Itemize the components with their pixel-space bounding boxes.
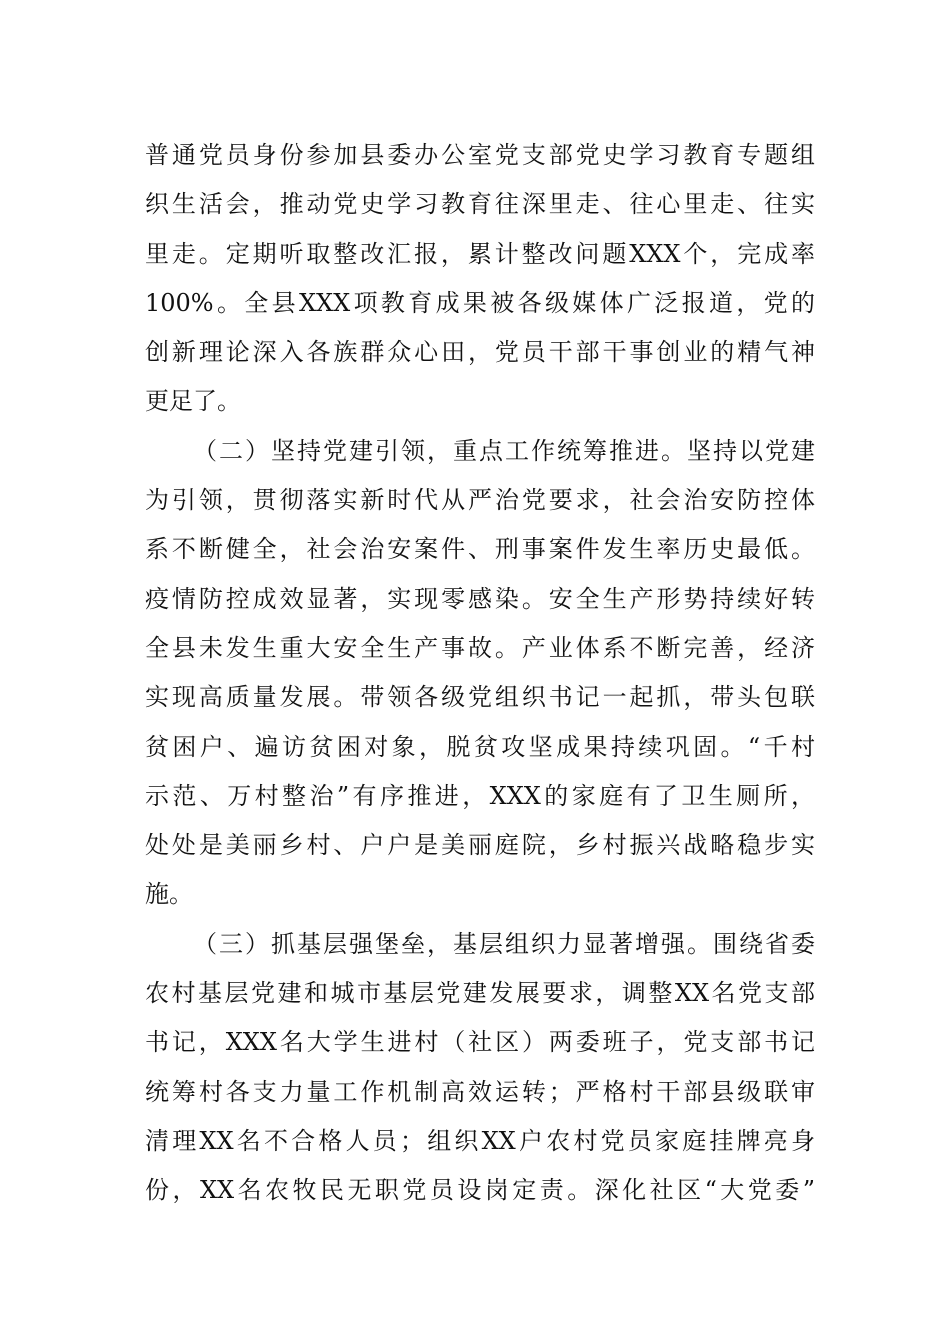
paragraph-1-line-4: 100%。全县XXX项教育成果被各级媒体广泛报道，党的 <box>145 288 815 317</box>
paragraph-2-line-5: 全县未发生重大安全生产事故。产业体系不断完善，经济 <box>145 633 815 662</box>
body-text <box>145 131 815 1216</box>
paragraph-2-line-8: 示范、万村整治”有序推进，XXX的家庭有了卫生厕所， <box>145 781 815 810</box>
paragraph-1-line-2: 织生活会，推动党史学习教育往深里走、往心里走、往实 <box>145 190 815 219</box>
paragraph-1-line-1: 普通党员身份参加县委办公室党支部党史学习教育专题组 <box>145 141 815 169</box>
paragraph-3-line-3: 书记，XXX名大学生进村（社区）两委班子，党支部书记 <box>145 1028 815 1057</box>
paragraph-2-line-3: 系不断健全，社会治安案件、刑事案件发生率历史最低。 <box>145 535 815 564</box>
paragraph-2-line-7: 贫困户、遍访贫困对象，脱贫攻坚成果持续巩固。“千村 <box>145 732 815 761</box>
paragraph-2-line-6: 实现高质量发展。带领各级党组织书记一起抓，带头包联 <box>145 683 815 712</box>
paragraph-2-line-4: 疫情防控成效显著，实现零感染。安全生产形势持续好转 <box>145 584 815 613</box>
paragraph-1-line-6: 更足了。 <box>145 387 241 416</box>
paragraph-1-line-3: 里走。定期听取整改汇报，累计整改问题XXX个，完成率 <box>145 239 815 268</box>
paragraph-2-line-2: 为引领，贯彻落实新时代从严治党要求，社会治安防控体 <box>145 486 815 515</box>
paragraph-2-line-1: （二）坚持党建引领，重点工作统筹推进。坚持以党建 <box>193 436 815 465</box>
paragraph-1-line-5: 创新理论深入各族群众心田，党员干部干事创业的精气神 <box>145 338 815 367</box>
paragraph-3-line-6: 份，XX名农牧民无职党员设岗定责。深化社区“大党委” <box>145 1176 815 1205</box>
paragraph-3-line-5: 清理XX名不合格人员；组织XX户农村党员家庭挂牌亮身 <box>145 1126 815 1155</box>
paragraph-2-line-9: 处处是美丽乡村、户户是美丽庭院，乡村振兴战略稳步实 <box>145 831 815 860</box>
paragraph-2-line-10: 施。 <box>145 880 193 909</box>
paragraph-3-line-1: （三）抓基层强堡垒，基层组织力显著增强。围绕省委 <box>193 929 815 958</box>
paragraph-3-line-2: 农村基层党建和城市基层党建发展要求，调整XX名党支部 <box>145 979 815 1008</box>
paragraph-3-line-4: 统筹村各支力量工作机制高效运转；严格村干部县级联审 <box>145 1077 815 1106</box>
